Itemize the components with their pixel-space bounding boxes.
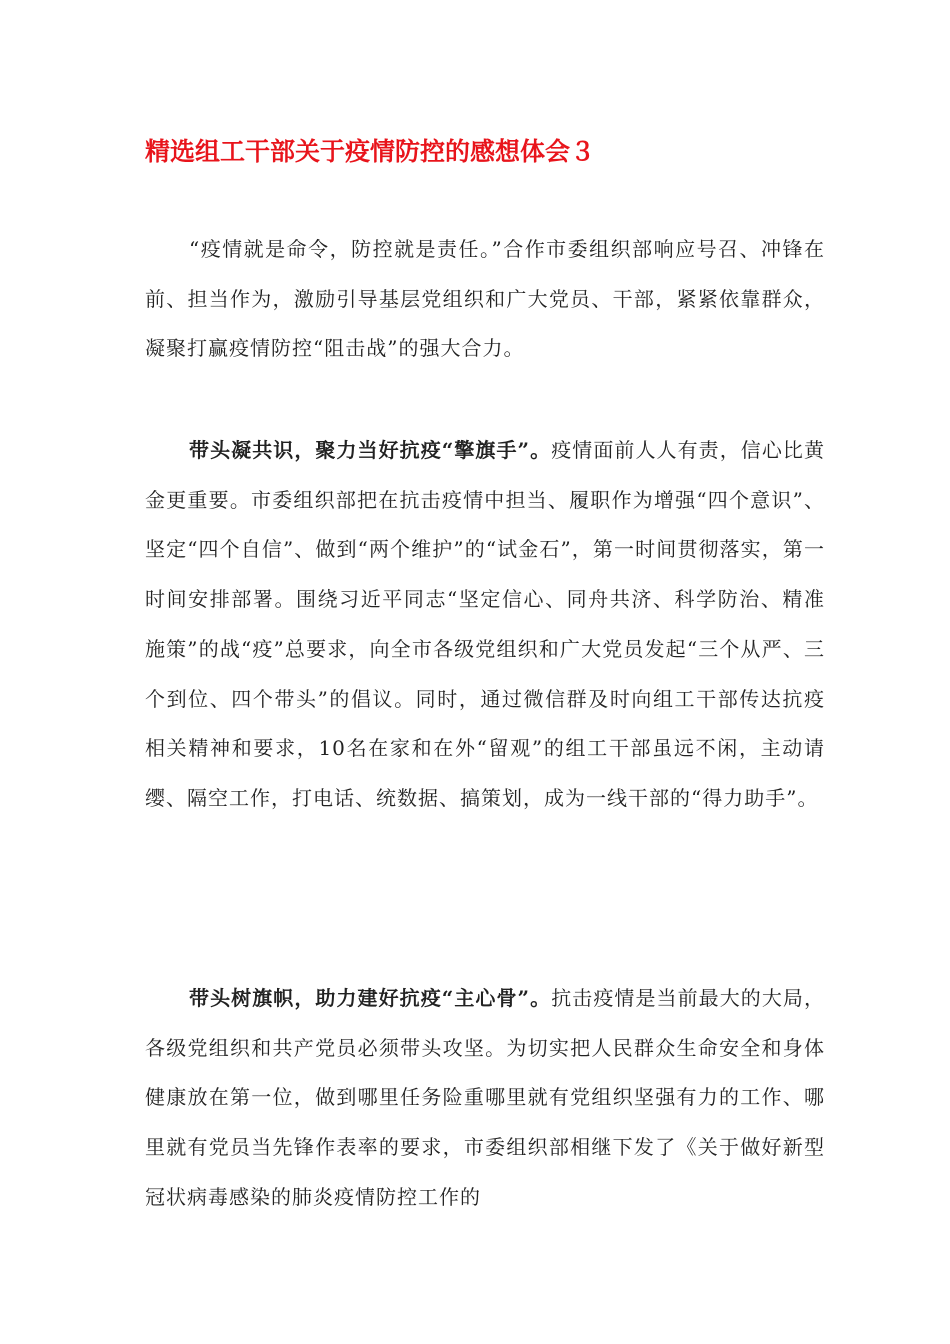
paragraph-text: “疫情就是命令，防控就是责任。”合作市委组织部响应号召、冲锋在前、担当作为，激励引导基层党组织和广大党员、干部，紧紧依靠群众，凝聚打赢疫情防控“阻击战”的强大合力。 bbox=[145, 237, 825, 361]
paragraph-lead: 带头凝共识，聚力当好抗疫“擎旗手”。 bbox=[189, 438, 552, 462]
document-title: 精选组工干部关于疫情防控的感想体会３ bbox=[145, 137, 596, 166]
paragraph-intro bbox=[145, 225, 825, 374]
paragraph-lead: 带头树旗帜，助力建好抗疫“主心骨”。 bbox=[189, 986, 552, 1010]
paragraph-banner bbox=[145, 974, 825, 1223]
paragraph-consensus bbox=[145, 426, 825, 824]
paragraph-text: 疫情面前人人有责，信心比黄金更重要。市委组织部把在抗击疫情中担当、履职作为增强“四个意识”、坚定“四个自信”、做到“两个维护”的“试金石”，第一时间贯彻落实，第一时间安排部署。围绕习近平同志“坚定信心、同舟共济、科学防治、精准施策”的战“疫”总要求，向全市各级党组织和广大党员发起“三个从严、三个到位、四个带头”的倡议。同时，通过微信群及时向组工干部传达抗疫相关精神和要求，10名在家和在外“留观”的组工干部虽远不闲，主动请缨、隔空工作，打电话、统数据、搞策划，成为一线干部的“得力助手”。 bbox=[145, 438, 825, 810]
paragraph-text: 抗击疫情是当前最大的大局，各级党组织和共产党员必须带头攻坚。为切实把人民群众生命安全和身体健康放在第一位，做到哪里任务险重哪里就有党组织坚强有力的工作、哪里就有党员当先锋作表率的要求，市委组织部相继下发了《关于做好新型冠状病毒感染的肺炎疫情防控工作的 bbox=[145, 986, 825, 1209]
